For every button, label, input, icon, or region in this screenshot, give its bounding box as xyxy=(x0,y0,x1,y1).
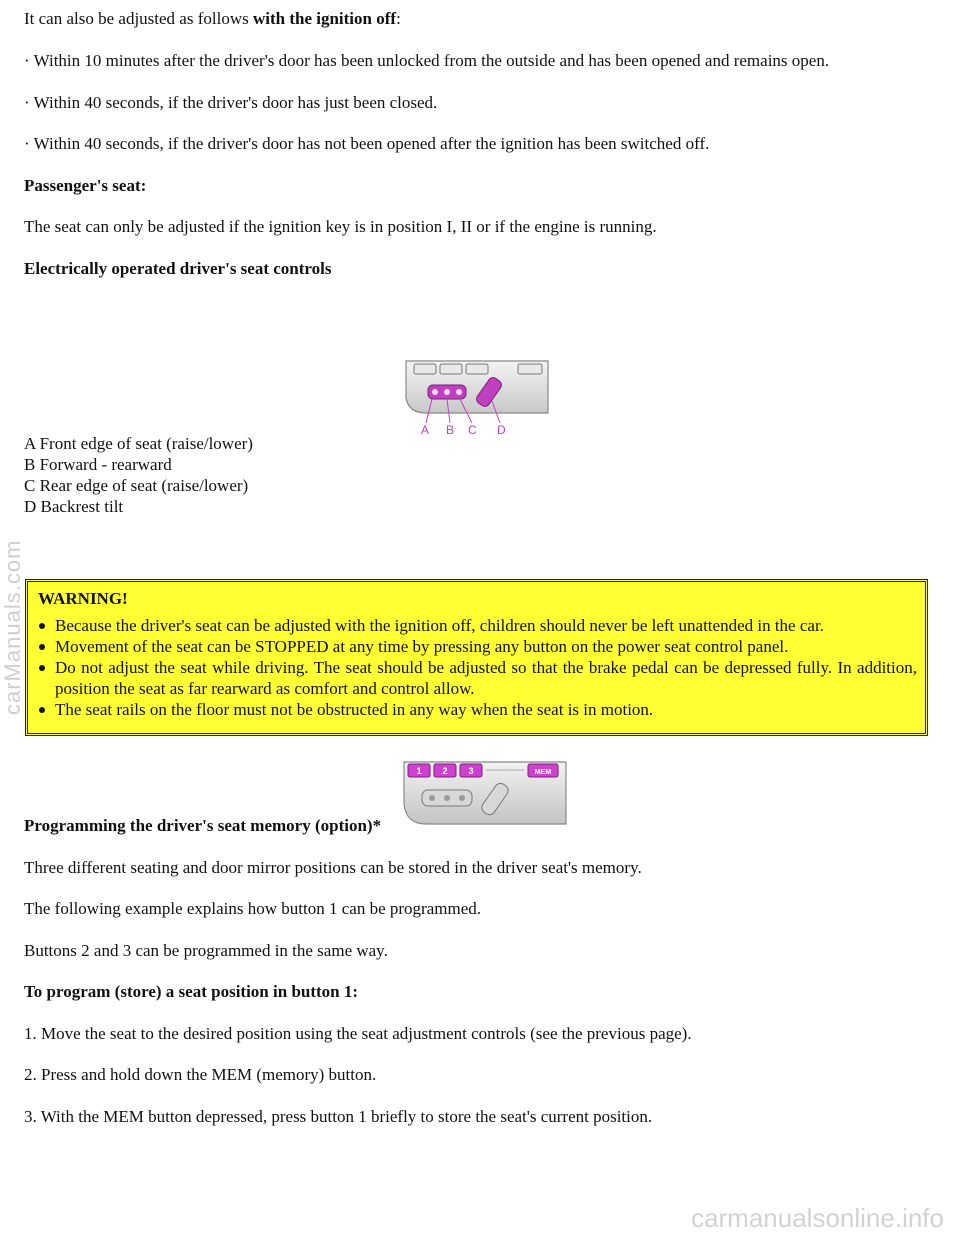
warning-list xyxy=(36,615,917,720)
bullet-icon xyxy=(39,623,45,629)
side-watermark: carManuals.com xyxy=(0,539,25,715)
intro-paragraph: It can also be adjusted as follows with the ignition off: xyxy=(24,9,401,28)
memory-button-3 xyxy=(466,364,488,374)
front-edge-switch xyxy=(432,389,438,395)
front-edge-switch xyxy=(429,795,435,801)
memory-button-2 xyxy=(440,364,462,374)
condition-item: · Within 10 minutes after the driver's door has been unlocked from the outside and has been opened and remains open. xyxy=(24,51,830,70)
legend-item: A Front edge of seat (raise/lower) xyxy=(24,434,253,453)
bullet-icon xyxy=(39,707,45,713)
memory-paragraph: Three different seating and door mirror positions can be stored in the driver seat's memory. xyxy=(24,858,642,877)
passenger-text: The seat can only be adjusted if the ignition key is in position I, II or if the engine is running. xyxy=(24,217,657,236)
memory-panel-diagram xyxy=(400,758,570,830)
condition-item: · Within 40 seconds, if the driver's door has just been closed. xyxy=(24,93,438,112)
memory-heading: Programming the driver's seat memory (option)* xyxy=(24,816,382,835)
memory-button-1 xyxy=(414,364,436,374)
program-step: 1. Move the seat to the desired position using the seat adjustment controls (see the previous page). xyxy=(24,1024,692,1043)
controls-heading: Electrically operated driver's seat controls xyxy=(24,259,332,278)
rear-edge-switch xyxy=(459,795,465,801)
memory-panel-figure xyxy=(400,758,570,835)
callout-label-b: B xyxy=(446,423,455,437)
program-heading: To program (store) a seat position in button 1: xyxy=(24,982,359,1001)
program-step: 2. Press and hold down the MEM (memory) button. xyxy=(24,1065,377,1084)
callout-label-a: A xyxy=(421,423,430,437)
warning-box xyxy=(25,579,928,736)
legend-item: B Forward - rearward xyxy=(24,455,172,474)
warning-item: Do not adjust the seat while driving. The seat should be adjusted so that the brake pedal can be depressed fully. In addition, position the seat as far rearward as comfort and control allow. xyxy=(36,657,917,699)
svg-text:MEM: MEM xyxy=(534,769,552,776)
warning-item: The seat rails on the floor must not be obstructed in any way when the seat is in motion. xyxy=(36,699,917,720)
svg-text:3: 3 xyxy=(468,766,474,776)
callout-label-c: C xyxy=(468,423,477,437)
warning-item: Movement of the seat can be STOPPED at any time by pressing any button on the power seat control panel. xyxy=(36,636,917,657)
seat-controls-diagram xyxy=(402,357,552,437)
condition-item: · Within 40 seconds, if the driver's door has not been opened after the ignition has been switched off. xyxy=(24,134,710,153)
bottom-watermark: carmanualsonline.info xyxy=(691,1203,944,1233)
mem-button xyxy=(518,364,542,374)
memory-paragraph: Buttons 2 and 3 can be programmed in the same way. xyxy=(24,941,388,960)
legend-item: C Rear edge of seat (raise/lower) xyxy=(24,476,249,495)
memory-paragraph: The following example explains how button 1 can be programmed. xyxy=(24,899,481,918)
legend-item: D Backrest tilt xyxy=(24,497,124,516)
warning-item: Because the driver's seat can be adjusted with the ignition off, children should never be left unattended in the car. xyxy=(36,615,917,636)
warning-title: WARNING! xyxy=(38,589,128,608)
bullet-icon xyxy=(39,644,45,650)
bullet-icon xyxy=(39,665,45,671)
forward-rearward-switch xyxy=(444,389,450,395)
rear-edge-switch xyxy=(456,389,462,395)
program-step: 3. With the MEM button depressed, press button 1 briefly to store the seat's current position. xyxy=(24,1107,653,1126)
svg-text:2: 2 xyxy=(442,766,448,776)
forward-rearward-switch xyxy=(444,795,450,801)
seat-controls-figure xyxy=(402,357,552,442)
svg-text:1: 1 xyxy=(416,766,422,776)
callout-label-d: D xyxy=(497,423,506,437)
passenger-heading: Passenger's seat: xyxy=(24,176,147,195)
